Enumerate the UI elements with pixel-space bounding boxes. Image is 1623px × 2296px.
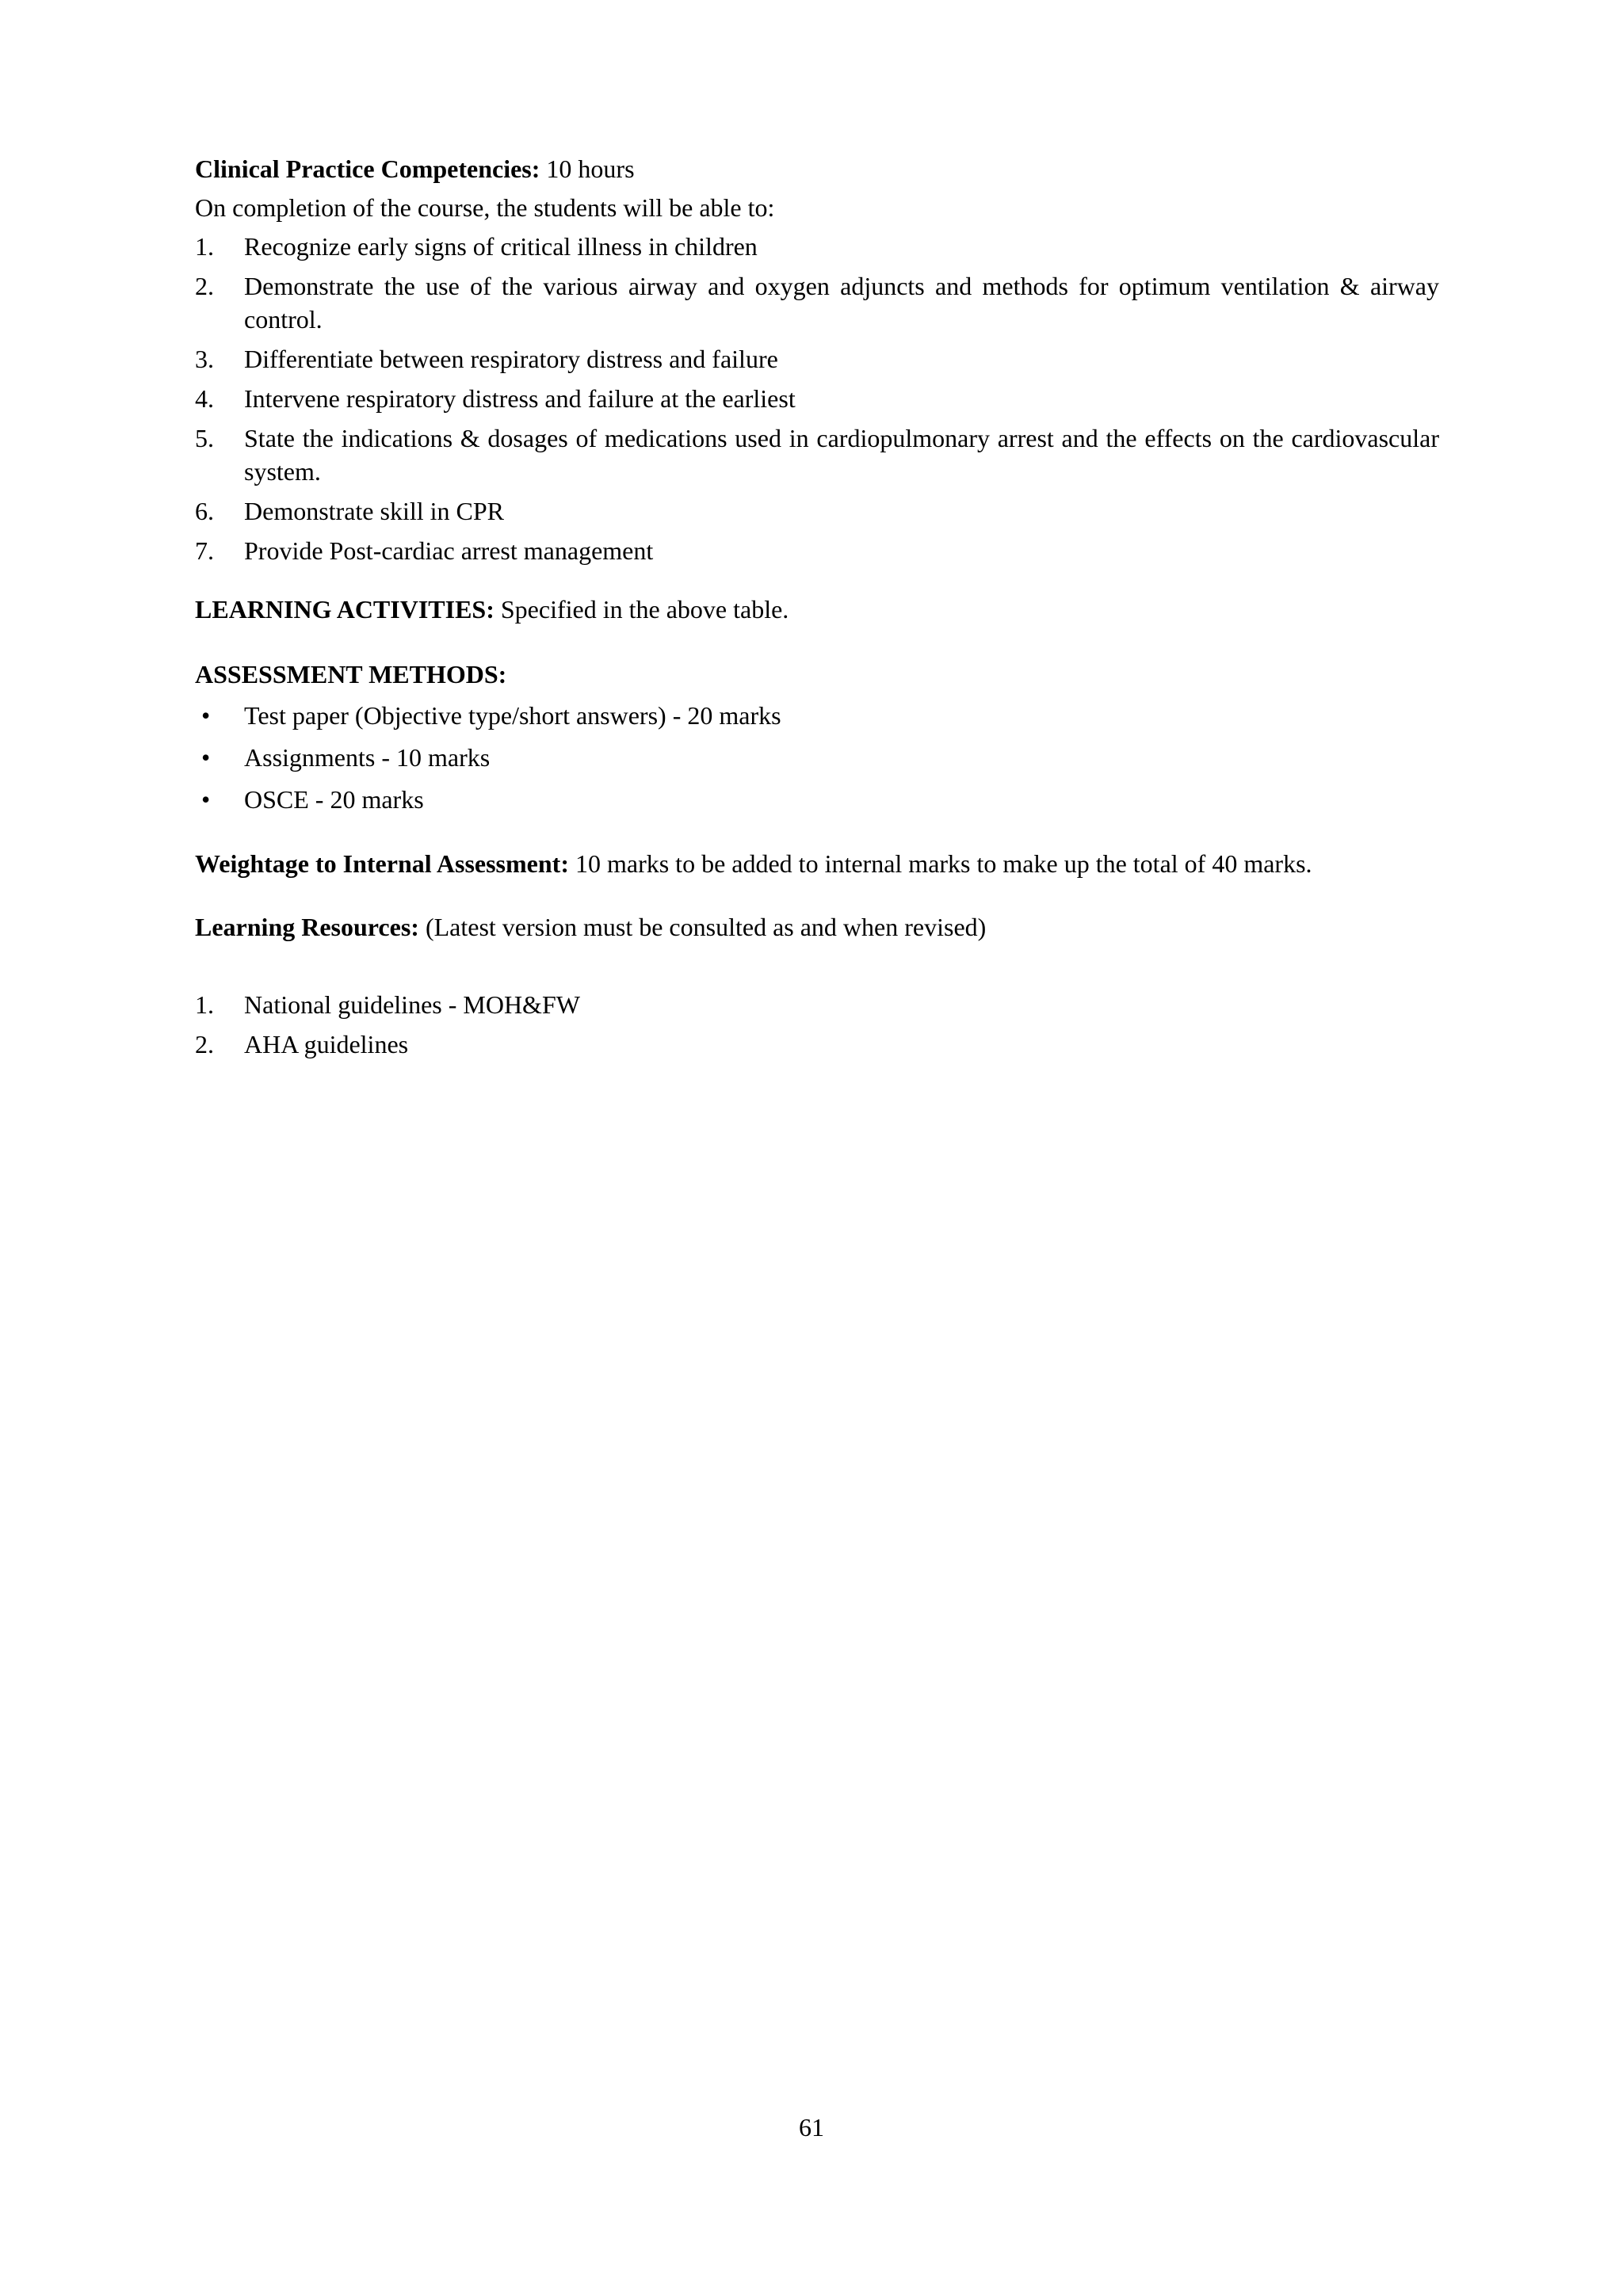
list-item xyxy=(195,382,1439,415)
list-item-text: AHA guidelines xyxy=(244,1030,409,1058)
competencies-intro: On completion of the course, the students will be able to: xyxy=(195,193,775,222)
list-item-number: 2. xyxy=(195,1030,214,1058)
list-item-text: Intervene respiratory distress and failure at the earliest xyxy=(244,384,796,413)
learning-activities-heading: LEARNING ACTIVITIES: xyxy=(195,595,495,624)
learning-activities-line xyxy=(195,593,1439,626)
list-item-text: Demonstrate the use of the various airway and oxygen adjuncts and methods for optimum ventilation & airway control. xyxy=(244,272,1439,334)
competencies-heading: Clinical Practice Competencies: xyxy=(195,154,540,183)
list-item-text: State the indications & dosages of medications used in cardiopulmonary arrest and the effects on the cardiovascular system. xyxy=(244,424,1439,486)
list-item xyxy=(195,741,1439,774)
document-page xyxy=(195,152,1439,1067)
list-item xyxy=(195,988,1439,1021)
competencies-hours: 10 hours xyxy=(540,154,635,183)
resources-text: (Latest version must be consulted as and when revised) xyxy=(418,913,987,941)
list-item xyxy=(195,342,1439,376)
competencies-list xyxy=(195,230,1439,567)
assessment-heading: ASSESSMENT METHODS: xyxy=(195,660,507,688)
list-item xyxy=(195,699,1439,732)
list-item-number: 1. xyxy=(195,232,214,261)
resources-line xyxy=(195,910,1439,944)
list-item-text: Provide Post-cardiac arrest management xyxy=(244,536,654,565)
list-item-number: 4. xyxy=(195,384,214,413)
list-item-number: 7. xyxy=(195,536,214,565)
bullet-icon: • xyxy=(201,785,211,814)
list-item-text: Assignments - 10 marks xyxy=(244,743,491,772)
list-item-text: Differentiate between respiratory distress and failure xyxy=(244,345,778,373)
list-item-number: 2. xyxy=(195,272,214,300)
list-item-number: 6. xyxy=(195,497,214,525)
list-item xyxy=(195,1028,1439,1061)
weightage-heading: Weightage to Internal Assessment: xyxy=(195,849,569,878)
learning-activities-text: Specified in the above table. xyxy=(494,595,789,624)
bullet-icon: • xyxy=(201,743,211,772)
resources-list xyxy=(195,988,1439,1061)
list-item-number: 3. xyxy=(195,345,214,373)
list-item xyxy=(195,494,1439,528)
assessment-list xyxy=(195,699,1439,816)
list-item xyxy=(195,230,1439,263)
list-item-text: Recognize early signs of critical illness in children xyxy=(244,232,758,261)
page-number: 61 xyxy=(799,2113,824,2142)
list-item-text: Demonstrate skill in CPR xyxy=(244,497,504,525)
list-item-number: 1. xyxy=(195,990,214,1019)
list-item xyxy=(195,269,1439,336)
list-item xyxy=(195,534,1439,567)
competencies-heading-line xyxy=(195,152,1439,185)
list-item xyxy=(195,783,1439,816)
list-item xyxy=(195,421,1439,488)
weightage-text: 10 marks to be added to internal marks to make up the total of 40 marks. xyxy=(568,849,1312,878)
list-item-text: OSCE - 20 marks xyxy=(244,785,424,814)
list-item-text: Test paper (Objective type/short answers) - 20 marks xyxy=(244,701,781,730)
resources-heading: Learning Resources: xyxy=(195,913,419,941)
weightage-line xyxy=(195,847,1439,880)
bullet-icon: • xyxy=(201,701,211,730)
list-item-number: 5. xyxy=(195,424,214,452)
list-item-text: National guidelines - MOH&FW xyxy=(244,990,580,1019)
